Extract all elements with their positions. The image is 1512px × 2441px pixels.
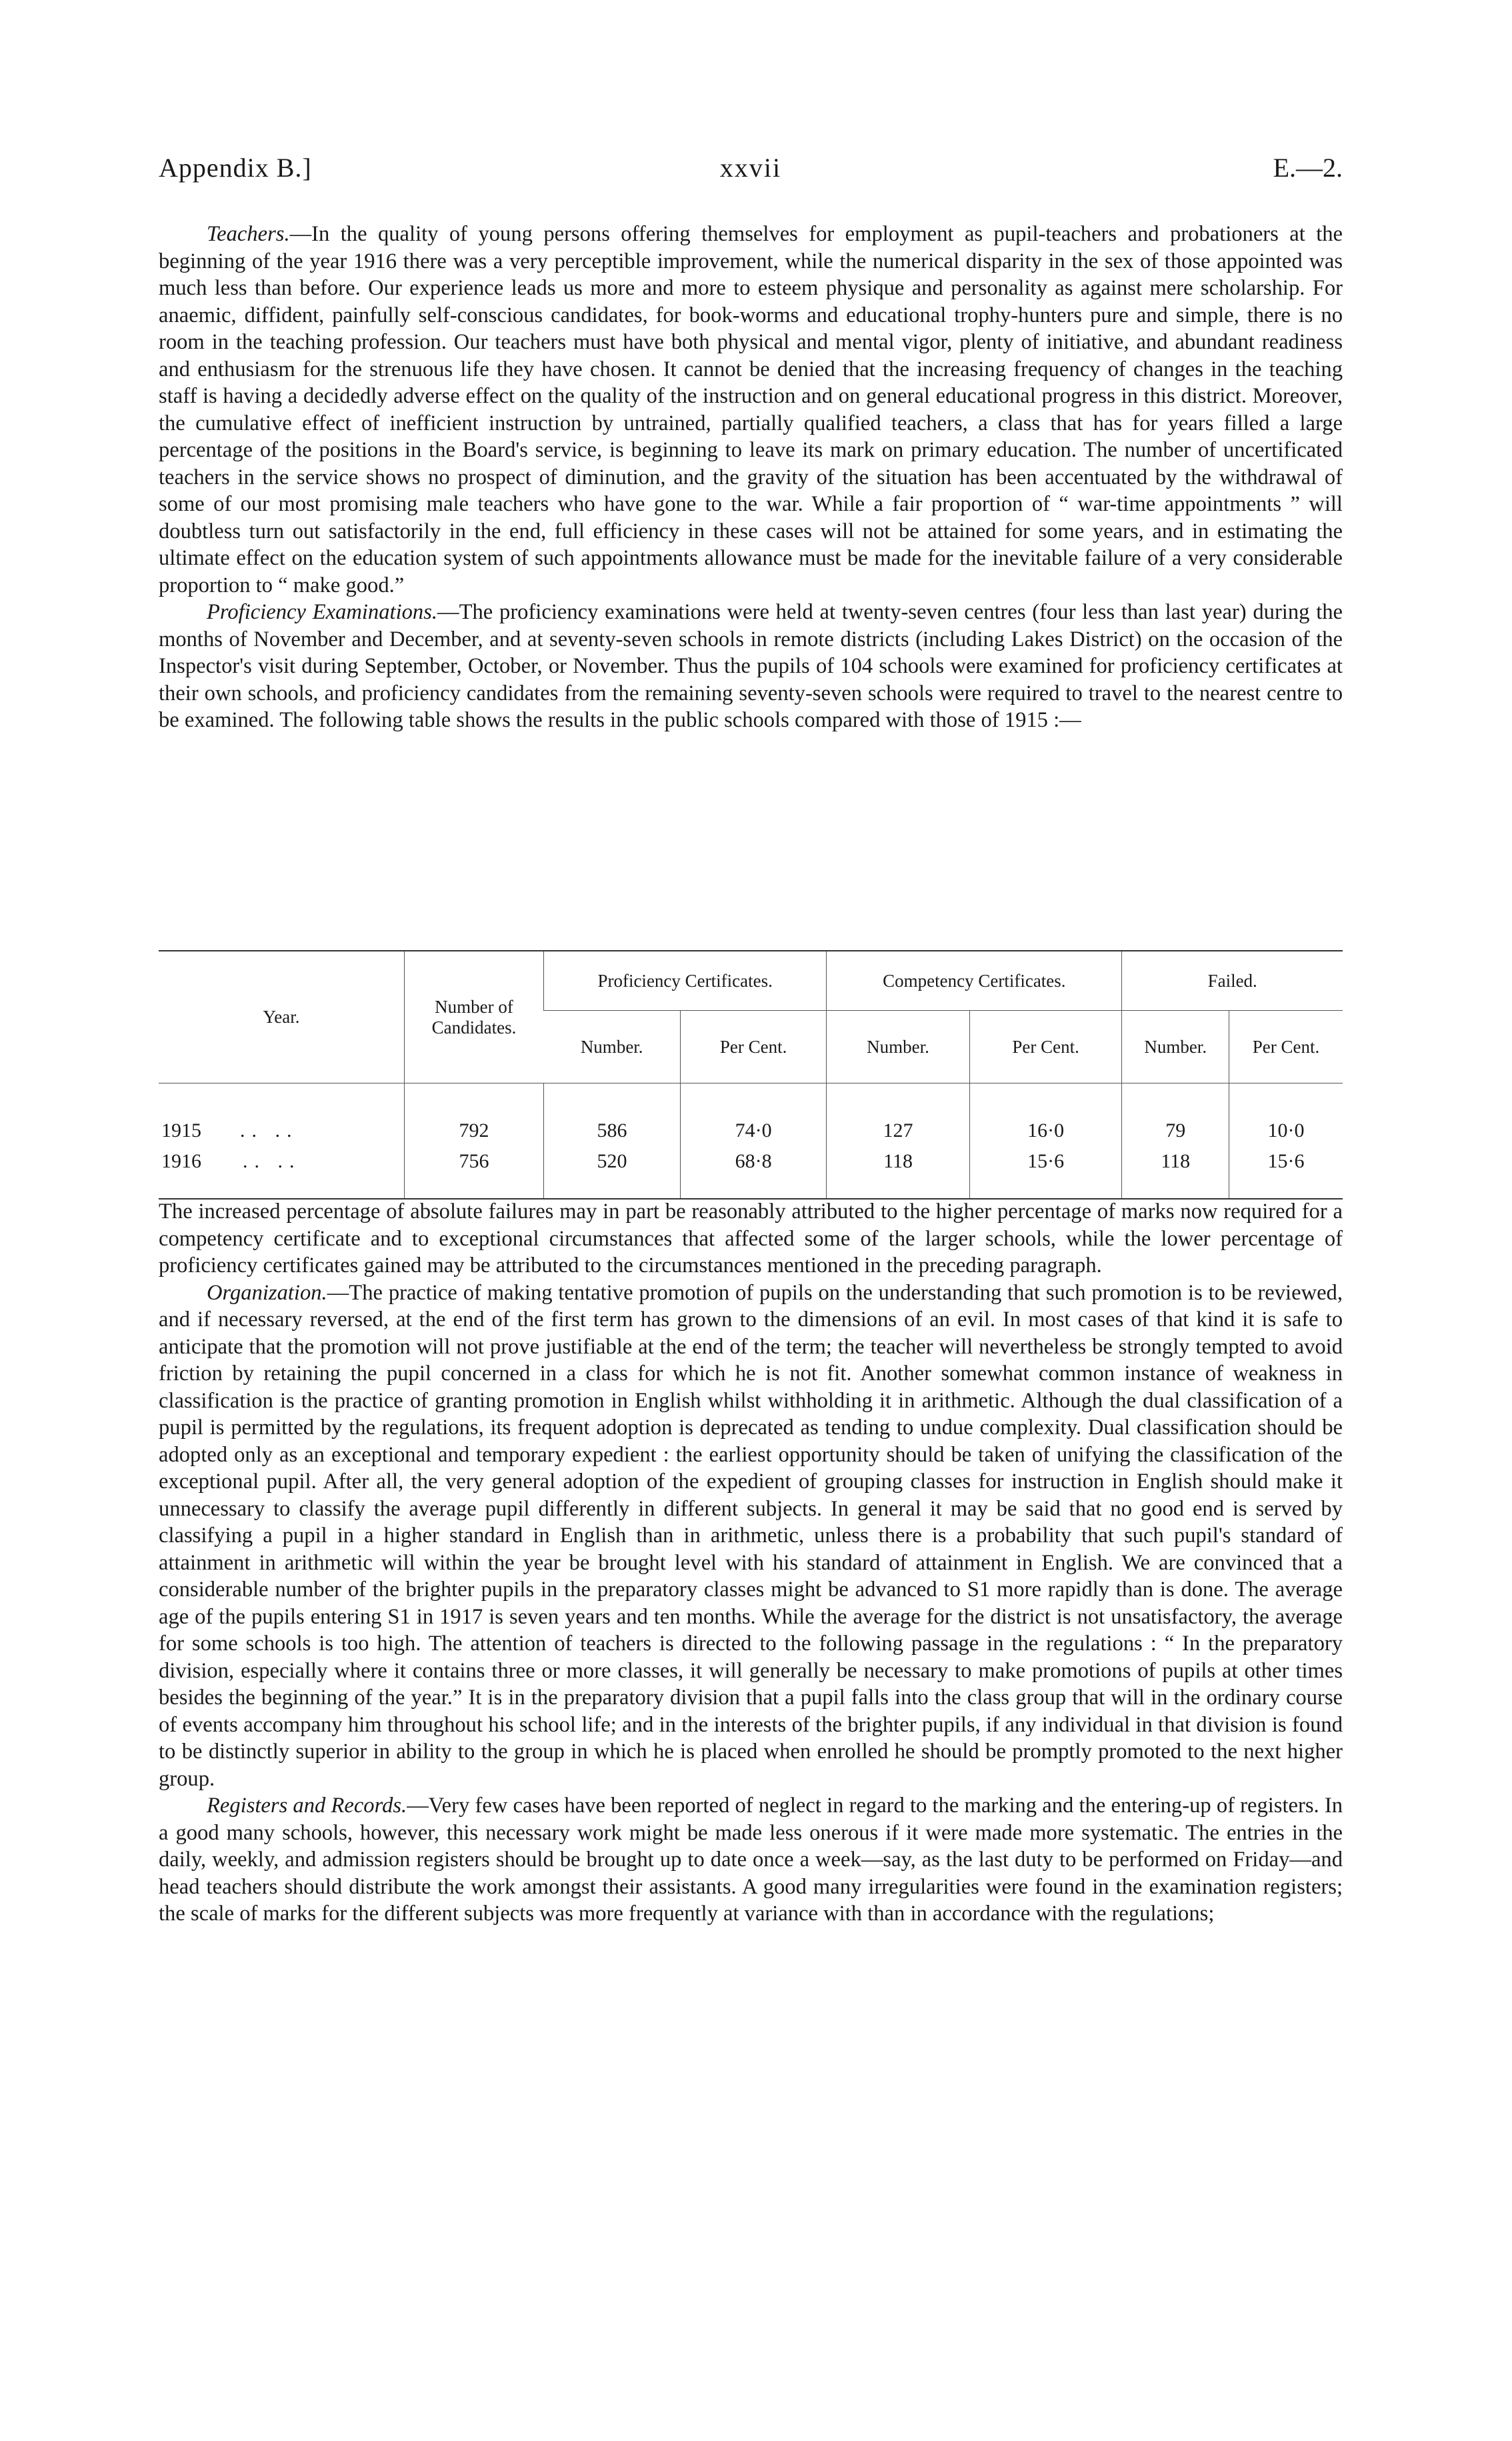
document-code: E.—2. bbox=[1273, 153, 1343, 183]
comp-number-cell: 127 bbox=[827, 1083, 969, 1147]
organization-heading: Organization. bbox=[207, 1280, 327, 1305]
teachers-heading: Teachers. bbox=[207, 222, 290, 246]
text-block-top bbox=[159, 221, 1343, 734]
candidates-cell: 792 bbox=[405, 1083, 544, 1147]
fail-number-cell: 79 bbox=[1122, 1083, 1229, 1147]
after-table-paragraph: The increased percentage of absolute failures may in part be reasonably attributed to the higher percentage of marks now required for a competency certificate and to exceptional circumstances that affected some of the larger schools, while the lower percentage of proficiency certificates gained may be attributed to the circumstances mentioned in the preceding paragraph. bbox=[159, 1199, 1343, 1278]
registers-paragraph bbox=[159, 1792, 1343, 1928]
page-number: xxvii bbox=[719, 153, 782, 183]
registers-text: —Very few cases have been reported of neglect in regard to the marking and the entering-up of registers. In a good many schools, however, this necessary work might be made less onerous if it were made more systematic. The entries in the daily, weekly, and admission registers should be brought up to date once a week—say, as the last duty to be performed on Friday—and head teachers should distribute the work amongst their assistants. A good many irregularities were found in the examination registers; the scale of marks for the different subjects was more frequently at variance with than in accordance with the regulations; bbox=[159, 1794, 1343, 1926]
fail-percent-cell: 10·0 bbox=[1229, 1083, 1343, 1147]
comp-percent-cell: 16·0 bbox=[969, 1083, 1122, 1147]
proficiency-paragraph bbox=[159, 599, 1343, 734]
page-header bbox=[159, 152, 1343, 192]
failed-group-header: Failed. bbox=[1122, 951, 1343, 1011]
teachers-text: —In the quality of young persons offering themselves for employment as pupil-teachers and probationers at the beginning of the year 1916 there was a very perceptible improvement, while the numerical disparity in the sex of those appointed was much less than before. Our experience leads us more and more to esteem physique and personality as against mere scholarship. For anaemic, diffident, painfully self-conscious candidates, for book-worms and educational trophy-hunters pure and simple, there is no room in the teaching profession. Our teachers must have both physical and mental vigor, plenty of initiative, and abundant readiness and enthusiasm for the strenuous life they have chosen. It cannot be denied that the increasing frequency of changes in the teaching staff is having a decidedly adverse effect on the quality of the instruction and on general educational progress in this district. Moreover, the cumulative effect of inefficient instruction by untrained, partially qualified teachers, a class that has for years filled a large percentage of the positions in the Board's service, is beginning to leave its mark on primary education. The number of uncertificated teachers in the service shows no prospect of diminution, and the gravity of the situation has been accentuated by the withdrawal of some of our most promising male teachers who have gone to the war. While a fair proportion of “ war-time appointments ” will doubtless turn out satisfactorily in the end, full efficiency in these cases will not be attained for some years, and in estimating the ultimate effect on the education system of such appointments allowance must be made for the inevitable failure of a very considerable proportion to “ make good.” bbox=[159, 222, 1343, 597]
appendix-label: Appendix B.] bbox=[159, 153, 312, 183]
organization-paragraph bbox=[159, 1280, 1343, 1793]
fail-percent-header: Per Cent. bbox=[1229, 1011, 1343, 1083]
registers-heading: Registers and Records. bbox=[207, 1794, 407, 1818]
prof-percent-header: Per Cent. bbox=[680, 1011, 826, 1083]
proficiency-text: —The proficiency examinations were held at twenty-seven centres (four less than last year) during the months of November and December, and at seventy-seven schools in remote districts (including Lakes District) on the occasion of the Inspector's visit during September, October, or November. Thus the pupils of 104 schools were examined for proficiency certificates at their own schools, and proficiency candidates from the remaining seventy-seven schools were required to travel to the nearest centre to be examined. The following table shows the results in the public schools compared with those of 1915 :— bbox=[159, 600, 1343, 732]
prof-percent-cell: 68·8 bbox=[680, 1146, 826, 1199]
table-row bbox=[159, 1083, 1343, 1147]
year-cell: 1916 .. .. bbox=[161, 1150, 301, 1172]
prof-number-header: Number. bbox=[544, 1011, 681, 1083]
prof-percent-cell: 74·0 bbox=[680, 1083, 826, 1147]
fail-number-cell: 118 bbox=[1122, 1146, 1229, 1199]
proficiency-results-table bbox=[159, 950, 1343, 1199]
col-year-header: Year. bbox=[263, 1007, 300, 1027]
fail-percent-cell: 15·6 bbox=[1229, 1146, 1343, 1199]
prof-number-cell: 520 bbox=[544, 1146, 681, 1199]
proficiency-heading: Proficiency Examinations. bbox=[207, 600, 438, 624]
fail-number-header: Number. bbox=[1122, 1011, 1229, 1083]
text-block-bottom bbox=[159, 1198, 1343, 1928]
organization-text: —The practice of making tentative promotion of pupils on the understanding that such promotion is to be reviewed, and if necessary reversed, at the end of the first term has grown to the dimensions of an evil. In most cases of that kind it is safe to anticipate that the promotion will not prove justifiable at the end of the term; the teacher will nevertheless be strongly tempted to avoid friction by retaining the pupil concerned in a class for which he is not fit. Another somewhat common instance of weakness in classification is the practice of granting promotion in English whilst withholding it in arithmetic. Although the dual classification of a pupil is permitted by the regulations, its frequent adoption is deprecated as tending to undue complexity. Dual classification should be adopted only as an exceptional and temporary expedient : the earliest opportunity should be taken of unifying the classification of the exceptional pupil. After all, the very general adoption of the expedient of grouping classes for instruction in English should make it unnecessary to classify the average pupil differently in different subjects. In general it may be said that no good end is served by classifying a pupil in a higher standard in English than in arithmetic, unless there is a probability that such pupil's standard of attainment in arithmetic will within the year be brought level with his standard of attainment in English. We are convinced that a considerable number of the brighter pupils in the preparatory classes might be advanced to S1 more rapidly than is done. The average age of the pupils entering S1 in 1917 is seven years and ten months. While the average for the district is not unsatisfactory, the average for some schools is too high. The attention of teachers is directed to the following passage in the regulations : “ In the preparatory division, especially where it contains three or more classes, it will generally be necessary to make promotions of pupils at other times besides the beginning of the year.” It is in the preparatory division that a pupil falls into the class group that will in the ordinary course of events accompany him throughout his school life; and in the interests of the brighter pupils, if any individual in that division is found to be distinctly superior in ability to the group in which he is placed when enrolled he should be promptly promoted to the next higher group. bbox=[159, 1280, 1343, 1791]
proficiency-group-header: Proficiency Certificates. bbox=[544, 951, 827, 1011]
comp-percent-cell: 15·6 bbox=[969, 1146, 1122, 1199]
comp-percent-header: Per Cent. bbox=[969, 1011, 1122, 1083]
year-cell: 1915 .. .. bbox=[159, 1083, 405, 1147]
competency-group-header: Competency Certificates. bbox=[827, 951, 1122, 1011]
candidates-cell: 756 bbox=[405, 1146, 544, 1199]
comp-number-header: Number. bbox=[827, 1011, 969, 1083]
teachers-paragraph bbox=[159, 221, 1343, 599]
table-row bbox=[159, 1146, 1343, 1199]
prof-number-cell: 586 bbox=[544, 1083, 681, 1147]
comp-number-cell: 118 bbox=[827, 1146, 969, 1199]
col-candidates-header: Number of Candidates. bbox=[405, 951, 544, 1083]
